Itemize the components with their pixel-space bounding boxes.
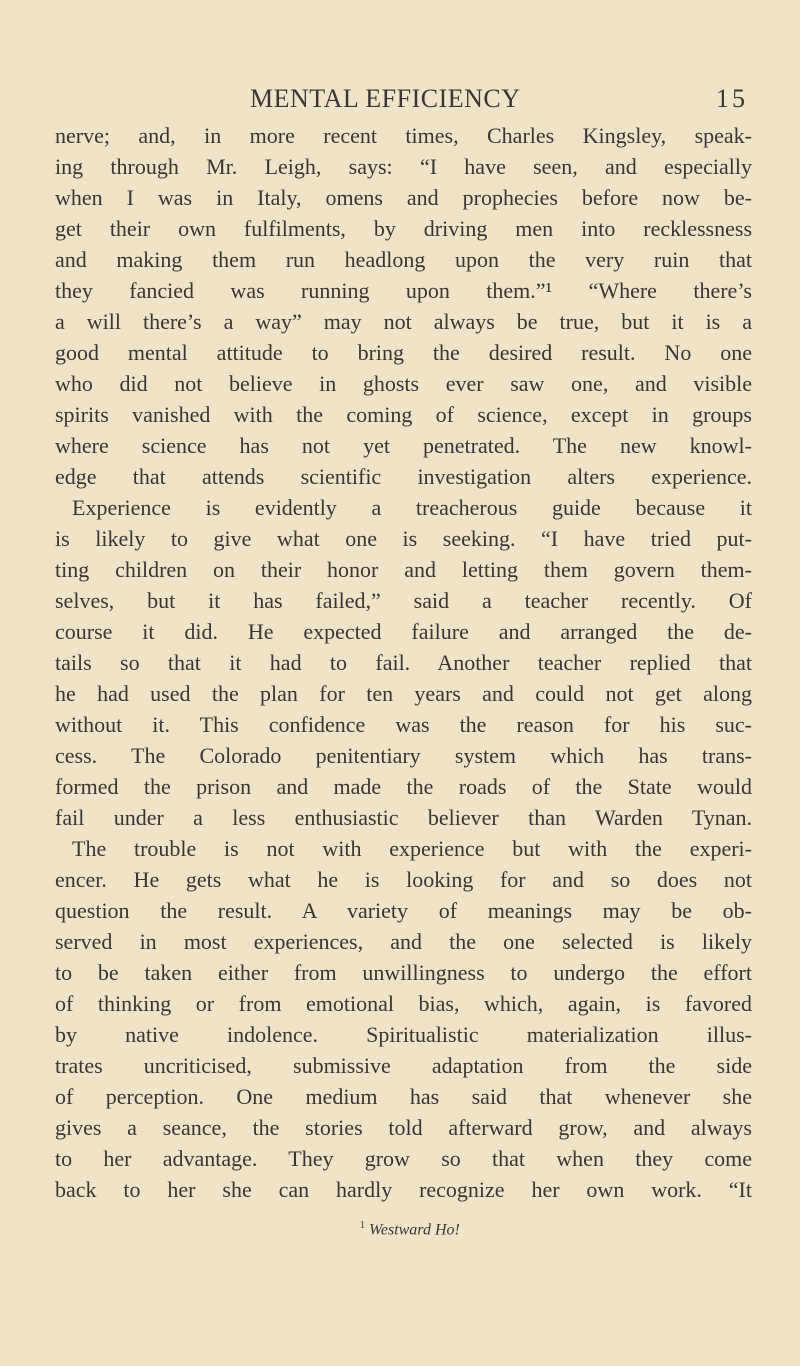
text-line: course it did. He expected failure and arranged the de- bbox=[55, 619, 752, 644]
text-line: The trouble is not with experience but with the experi- bbox=[72, 836, 752, 861]
text-line: to her advantage. They grow so that when they come bbox=[55, 1146, 752, 1171]
text-line: ting children on their honor and letting them govern them- bbox=[55, 557, 752, 582]
text-line: when I was in Italy, omens and prophecies before now be- bbox=[55, 185, 752, 210]
running-title: MENTAL EFFICIENCY bbox=[250, 84, 521, 113]
text-line: without it. This confidence was the reason for his suc- bbox=[55, 712, 752, 737]
footnote-text: Westward Ho! bbox=[369, 1221, 460, 1239]
text-line: back to her she can hardly recognize her own work. “It bbox=[55, 1177, 752, 1202]
body-text bbox=[55, 120, 752, 1205]
text-line: where science has not yet penetrated. The new knowl- bbox=[55, 433, 752, 458]
text-line: of perception. One medium has said that whenever she bbox=[55, 1084, 752, 1109]
text-line: tails so that it had to fail. Another teacher replied that bbox=[55, 650, 752, 675]
text-line: spirits vanished with the coming of science, except in groups bbox=[55, 402, 752, 427]
text-line: they fancied was running upon them.”¹ “Where there’s bbox=[55, 278, 752, 303]
text-line: of thinking or from emotional bias, which, again, is favored bbox=[55, 991, 752, 1016]
page-number: 15 bbox=[716, 84, 748, 113]
text-line: cess. The Colorado penitentiary system which has trans- bbox=[55, 743, 752, 768]
text-line: edge that attends scientific investigation alters experience. bbox=[55, 464, 752, 489]
text-line: he had used the plan for ten years and could not get along bbox=[55, 681, 752, 706]
text-line: good mental attitude to bring the desired result. No one bbox=[55, 340, 752, 365]
text-line: to be taken either from unwillingness to undergo the effort bbox=[55, 960, 752, 985]
text-line: who did not believe in ghosts ever saw one, and visible bbox=[55, 371, 752, 396]
text-line: trates uncriticised, submissive adaptation from the side bbox=[55, 1053, 752, 1078]
text-line: formed the prison and made the roads of the State would bbox=[55, 774, 752, 799]
text-line: is likely to give what one is seeking. “I have tried put- bbox=[55, 526, 752, 551]
text-line: encer. He gets what he is looking for and so does not bbox=[55, 867, 752, 892]
page-header bbox=[0, 80, 800, 116]
text-line: selves, but it has failed,” said a teacher recently. Of bbox=[55, 588, 752, 613]
text-line: and making them run headlong upon the very ruin that bbox=[55, 247, 752, 272]
footnote bbox=[360, 1216, 460, 1240]
text-line: get their own fulfilments, by driving men into recklessness bbox=[55, 216, 752, 241]
text-line: question the result. A variety of meanings may be ob- bbox=[55, 898, 752, 923]
text-line: gives a seance, the stories told afterward grow, and always bbox=[55, 1115, 752, 1140]
text-line: fail under a less enthusiastic believer than Warden Tynan. bbox=[55, 805, 752, 830]
text-line: a will there’s a way” may not always be true, but it is a bbox=[55, 309, 752, 334]
text-line: nerve; and, in more recent times, Charles Kingsley, speak- bbox=[55, 123, 752, 148]
text-line: ing through Mr. Leigh, says: “I have seen, and especially bbox=[55, 154, 752, 179]
text-line: by native indolence. Spiritualistic materialization illus- bbox=[55, 1022, 752, 1047]
text-line: served in most experiences, and the one selected is likely bbox=[55, 929, 752, 954]
footnote-marker: 1 bbox=[360, 1220, 365, 1231]
text-line: Experience is evidently a treacherous guide because it bbox=[72, 495, 752, 520]
